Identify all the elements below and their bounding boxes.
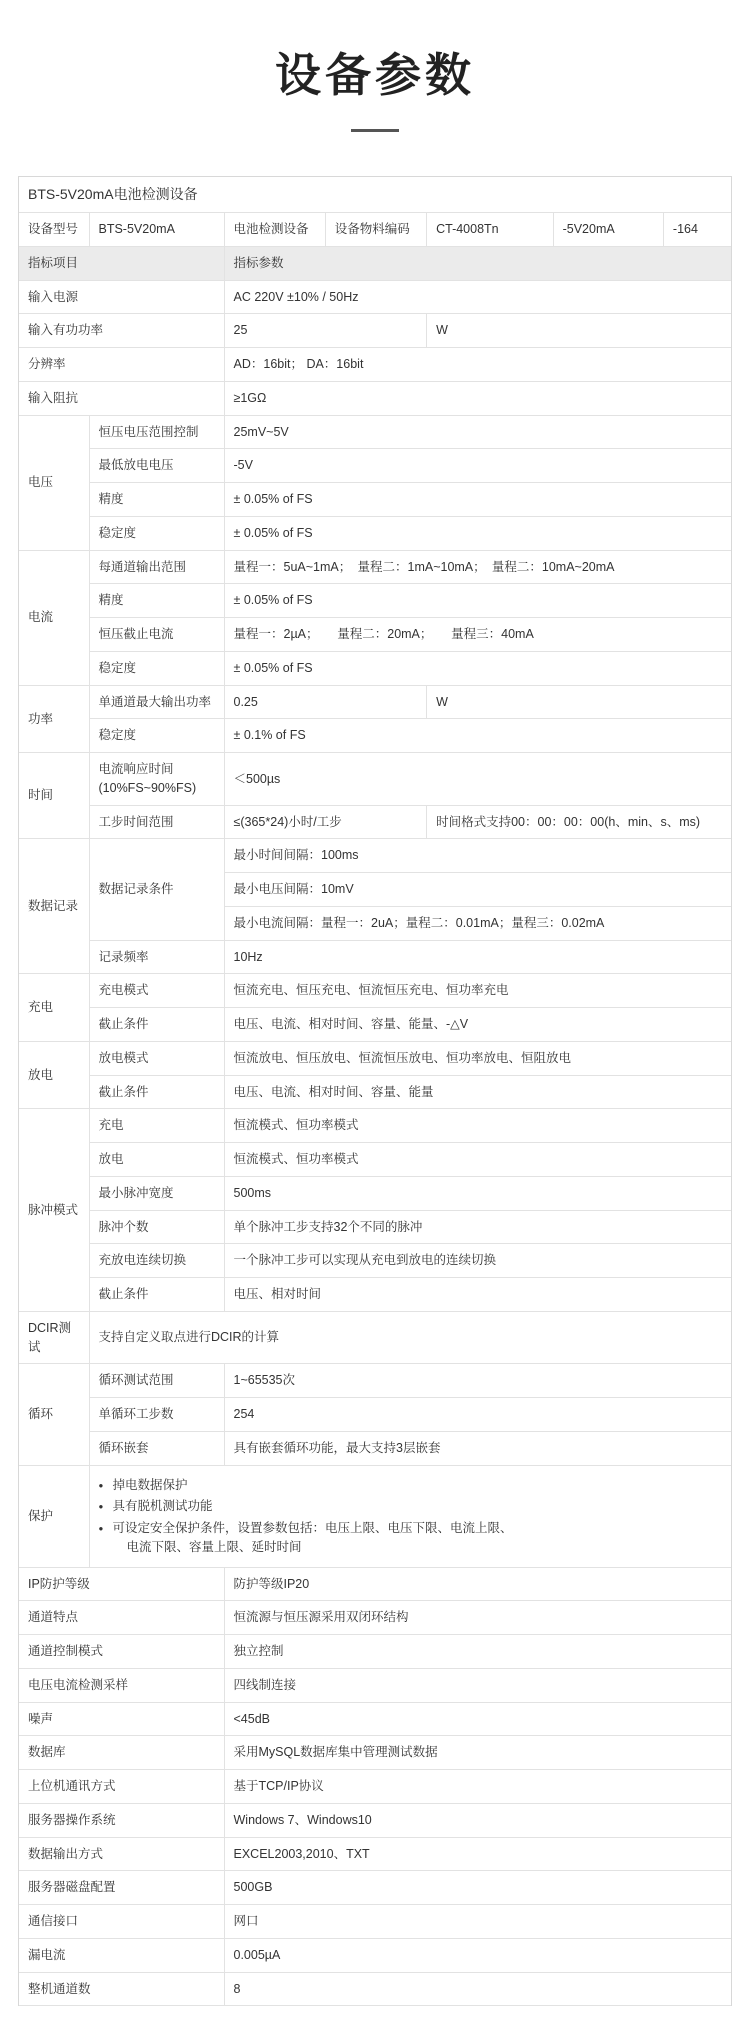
row-label: 服务器操作系统 bbox=[19, 1803, 224, 1837]
protection-list-cell bbox=[89, 1465, 731, 1567]
row-label: 整机通道数 bbox=[19, 1972, 224, 2006]
table-row bbox=[19, 1770, 731, 1804]
row-sublabel: 充电模式 bbox=[89, 974, 224, 1008]
row-sublabel: 精度 bbox=[89, 584, 224, 618]
row-label: 服务器磁盘配置 bbox=[19, 1871, 224, 1905]
row-sublabel: 截止条件 bbox=[89, 1278, 224, 1312]
row-value: 10Hz bbox=[224, 940, 731, 974]
row-value: 防护等级IP20 bbox=[224, 1567, 731, 1601]
table-row bbox=[19, 280, 731, 314]
list-item bbox=[99, 1519, 723, 1557]
table-row bbox=[19, 1668, 731, 1702]
row-sublabel: 最低放电电压 bbox=[89, 449, 224, 483]
row-label: 通道控制模式 bbox=[19, 1635, 224, 1669]
row-sublabel: 最小脉冲宽度 bbox=[89, 1176, 224, 1210]
row-value-extra: 时间格式支持00：00：00：00(h、min、s、ms) bbox=[427, 805, 731, 839]
table-row bbox=[19, 1398, 731, 1432]
table-row bbox=[19, 348, 731, 382]
group-label-discharge: 放电 bbox=[19, 1041, 89, 1109]
group-label-cycle: 循环 bbox=[19, 1364, 89, 1465]
row-label: 输入有功功率 bbox=[19, 314, 224, 348]
table-row bbox=[19, 685, 731, 719]
row-sublabel: 单通道最大输出功率 bbox=[89, 685, 224, 719]
table-row bbox=[19, 483, 731, 517]
row-label: 通信接口 bbox=[19, 1905, 224, 1939]
row-value: 恒流放电、恒压放电、恒流恒压放电、恒功率放电、恒阻放电 bbox=[224, 1041, 731, 1075]
row-value: 电压、电流、相对时间、容量、能量 bbox=[224, 1075, 731, 1109]
protection-list bbox=[99, 1476, 723, 1557]
row-label: 输入阻抗 bbox=[19, 381, 224, 415]
table-row bbox=[19, 618, 731, 652]
table-row bbox=[19, 1278, 731, 1312]
row-sublabel bbox=[89, 753, 224, 806]
table-row bbox=[19, 1210, 731, 1244]
table-row bbox=[19, 449, 731, 483]
row-value: 电压、电流、相对时间、容量、能量、-△V bbox=[224, 1008, 731, 1042]
page-title: 设备参数 bbox=[275, 49, 475, 101]
row-value: 25 bbox=[224, 314, 427, 348]
model-category: 电池检测设备 bbox=[224, 213, 325, 247]
table-row bbox=[19, 753, 731, 806]
group-label-pulse: 脉冲模式 bbox=[19, 1109, 89, 1312]
table-row bbox=[19, 1736, 731, 1770]
table-row bbox=[19, 177, 731, 213]
row-sublabel: 恒压电压范围控制 bbox=[89, 415, 224, 449]
row-value: 一个脉冲工步可以实现从充电到放电的连续切换 bbox=[224, 1244, 731, 1278]
row-value: 1~65535次 bbox=[224, 1364, 731, 1398]
row-sublabel: 脉冲个数 bbox=[89, 1210, 224, 1244]
row-value: 25mV~5V bbox=[224, 415, 731, 449]
table-row bbox=[19, 1871, 731, 1905]
header-param: 指标参数 bbox=[224, 246, 731, 280]
table-row bbox=[19, 1567, 731, 1601]
row-value: 量程一：2µA； 量程二：20mA； 量程三：40mA bbox=[224, 618, 731, 652]
table-row bbox=[19, 381, 731, 415]
row-value: 8 bbox=[224, 1972, 731, 2006]
row-unit: W bbox=[427, 314, 731, 348]
row-label: 通道特点 bbox=[19, 1601, 224, 1635]
row-value: 采用MySQL数据库集中管理测试数据 bbox=[224, 1736, 731, 1770]
table-row bbox=[19, 1176, 731, 1210]
row-sublabel: 精度 bbox=[89, 483, 224, 517]
row-value: 500GB bbox=[224, 1871, 731, 1905]
table-row bbox=[19, 1465, 731, 1567]
table-row bbox=[19, 805, 731, 839]
row-value: AC 220V ±10% / 50Hz bbox=[224, 280, 731, 314]
row-value: 单个脉冲工步支持32个不同的脉冲 bbox=[224, 1210, 731, 1244]
row-label: 上位机通讯方式 bbox=[19, 1770, 224, 1804]
row-label: 电压电流检测采样 bbox=[19, 1668, 224, 1702]
title-block bbox=[0, 0, 750, 142]
spec-table bbox=[19, 177, 731, 2006]
row-value: 具有嵌套循环功能，最大支持3层嵌套 bbox=[224, 1431, 731, 1465]
row-value: 最小时间间隔：100ms bbox=[224, 839, 731, 873]
device-name: BTS-5V20mA电池检测设备 bbox=[19, 177, 731, 213]
row-value: ≤(365*24)小时/工步 bbox=[224, 805, 427, 839]
row-label: 漏电流 bbox=[19, 1938, 224, 1972]
table-row bbox=[19, 1938, 731, 1972]
row-value: 独立控制 bbox=[224, 1635, 731, 1669]
row-sublabel: 每通道输出范围 bbox=[89, 550, 224, 584]
row-sublabel-line1: 电流响应时间 bbox=[98, 762, 174, 777]
list-item: ● 具有脱机测试功能 bbox=[99, 1497, 723, 1516]
row-value: -5V bbox=[224, 449, 731, 483]
group-label-charge: 充电 bbox=[19, 974, 89, 1042]
row-sublabel: 稳定度 bbox=[89, 719, 224, 753]
table-row bbox=[19, 1041, 731, 1075]
row-label: 输入电源 bbox=[19, 280, 224, 314]
row-value: 支持自定义取点进行DCIR的计算 bbox=[89, 1311, 731, 1364]
table-row bbox=[19, 415, 731, 449]
row-sublabel: 记录频率 bbox=[89, 940, 224, 974]
row-value: EXCEL2003,2010、TXT bbox=[224, 1837, 731, 1871]
row-value: 网口 bbox=[224, 1905, 731, 1939]
table-row bbox=[19, 719, 731, 753]
table-row bbox=[19, 1803, 731, 1837]
row-label: IP防护等级 bbox=[19, 1567, 224, 1601]
row-label: 分辨率 bbox=[19, 348, 224, 382]
row-sublabel: 充电 bbox=[89, 1109, 224, 1143]
row-value: AD：16bit； DA：16bit bbox=[224, 348, 731, 382]
row-sublabel: 放电 bbox=[89, 1143, 224, 1177]
row-sublabel: 截止条件 bbox=[89, 1008, 224, 1042]
table-row bbox=[19, 1702, 731, 1736]
table-header-row bbox=[19, 246, 731, 280]
row-label: 噪声 bbox=[19, 1702, 224, 1736]
row-value: ± 0.05% of FS bbox=[224, 651, 731, 685]
table-row bbox=[19, 314, 731, 348]
table-row bbox=[19, 1109, 731, 1143]
row-value: Windows 7、Windows10 bbox=[224, 1803, 731, 1837]
table-row bbox=[19, 1972, 731, 2006]
table-row bbox=[19, 1143, 731, 1177]
table-row bbox=[19, 1311, 731, 1364]
row-value: 最小电流间隔：量程一：2uA；量程二：0.01mA；量程三：0.02mA bbox=[224, 906, 731, 940]
row-value: 254 bbox=[224, 1398, 731, 1432]
row-value: 基于TCP/IP协议 bbox=[224, 1770, 731, 1804]
material-code-2: -5V20mA bbox=[553, 213, 663, 247]
row-sublabel: 恒压截止电流 bbox=[89, 618, 224, 652]
table-row bbox=[19, 1364, 731, 1398]
group-label-power: 功率 bbox=[19, 685, 89, 753]
row-value: 电压、相对时间 bbox=[224, 1278, 731, 1312]
row-value: 500ms bbox=[224, 1176, 731, 1210]
row-value: ± 0.05% of FS bbox=[224, 483, 731, 517]
row-sublabel: 数据记录条件 bbox=[89, 839, 224, 940]
table-row bbox=[19, 1075, 731, 1109]
row-sublabel-line2: (10%FS~90%FS) bbox=[98, 780, 197, 795]
table-row bbox=[19, 651, 731, 685]
table-row bbox=[19, 839, 731, 873]
row-value: 量程一：5uA~1mA； 量程二：1mA~10mA； 量程二：10mA~20mA bbox=[224, 550, 731, 584]
row-sublabel: 充放电连续切换 bbox=[89, 1244, 224, 1278]
row-sublabel: 放电模式 bbox=[89, 1041, 224, 1075]
table-row bbox=[19, 1837, 731, 1871]
model-label: 设备型号 bbox=[19, 213, 89, 247]
table-row bbox=[19, 584, 731, 618]
row-sublabel: 循环嵌套 bbox=[89, 1431, 224, 1465]
row-label: 数据输出方式 bbox=[19, 1837, 224, 1871]
row-sublabel: 工步时间范围 bbox=[89, 805, 224, 839]
table-row bbox=[19, 974, 731, 1008]
row-sublabel: 稳定度 bbox=[89, 516, 224, 550]
title-divider bbox=[351, 129, 399, 132]
row-value: <45dB bbox=[224, 1702, 731, 1736]
list-item-line1: 可设定安全保护条件，设置参数包括：电压上限、电压下限、电流上限、 bbox=[112, 1521, 513, 1536]
table-row bbox=[19, 550, 731, 584]
list-item: ● 掉电数据保护 bbox=[99, 1476, 723, 1495]
table-row bbox=[19, 1635, 731, 1669]
row-value: ± 0.05% of FS bbox=[224, 516, 731, 550]
row-sublabel: 截止条件 bbox=[89, 1075, 224, 1109]
group-label-protection: 保护 bbox=[19, 1465, 89, 1567]
row-value: ≥1GΩ bbox=[224, 381, 731, 415]
row-sublabel: 循环测试范围 bbox=[89, 1364, 224, 1398]
row-value: ± 0.1% of FS bbox=[224, 719, 731, 753]
row-sublabel: 稳定度 bbox=[89, 651, 224, 685]
row-value: 恒流充电、恒压充电、恒流恒压充电、恒功率充电 bbox=[224, 974, 731, 1008]
material-code-3: -164 bbox=[663, 213, 731, 247]
material-code-1: CT-4008Tn bbox=[427, 213, 554, 247]
header-item: 指标项目 bbox=[19, 246, 224, 280]
spec-table-wrap bbox=[18, 176, 732, 2006]
row-unit: W bbox=[427, 685, 731, 719]
group-label-datalog: 数据记录 bbox=[19, 839, 89, 974]
table-row bbox=[19, 1601, 731, 1635]
table-row bbox=[19, 940, 731, 974]
table-row bbox=[19, 1244, 731, 1278]
row-sublabel: 单循环工步数 bbox=[89, 1398, 224, 1432]
row-value: ± 0.05% of FS bbox=[224, 584, 731, 618]
material-code-label: 设备物料编码 bbox=[325, 213, 426, 247]
row-value: 恒流模式、恒功率模式 bbox=[224, 1109, 731, 1143]
model-value: BTS-5V20mA bbox=[89, 213, 224, 247]
group-label-time: 时间 bbox=[19, 753, 89, 839]
row-value: 恒流源与恒压源采用双闭环结构 bbox=[224, 1601, 731, 1635]
row-value: 0.005µA bbox=[224, 1938, 731, 1972]
list-item-line2: 电流下限、容量上限、延时时间 bbox=[126, 1539, 302, 1554]
table-row bbox=[19, 1431, 731, 1465]
table-row bbox=[19, 516, 731, 550]
row-value: 最小电压间隔：10mV bbox=[224, 873, 731, 907]
table-row bbox=[19, 213, 731, 247]
row-value: ＜500µs bbox=[224, 753, 731, 806]
table-row bbox=[19, 1008, 731, 1042]
row-label-dcir: DCIR测试 bbox=[19, 1311, 89, 1364]
row-label: 数据库 bbox=[19, 1736, 224, 1770]
row-value: 四线制连接 bbox=[224, 1668, 731, 1702]
row-value: 恒流模式、恒功率模式 bbox=[224, 1143, 731, 1177]
row-value: 0.25 bbox=[224, 685, 427, 719]
group-label-current: 电流 bbox=[19, 550, 89, 685]
table-row bbox=[19, 1905, 731, 1939]
group-label-voltage: 电压 bbox=[19, 415, 89, 550]
